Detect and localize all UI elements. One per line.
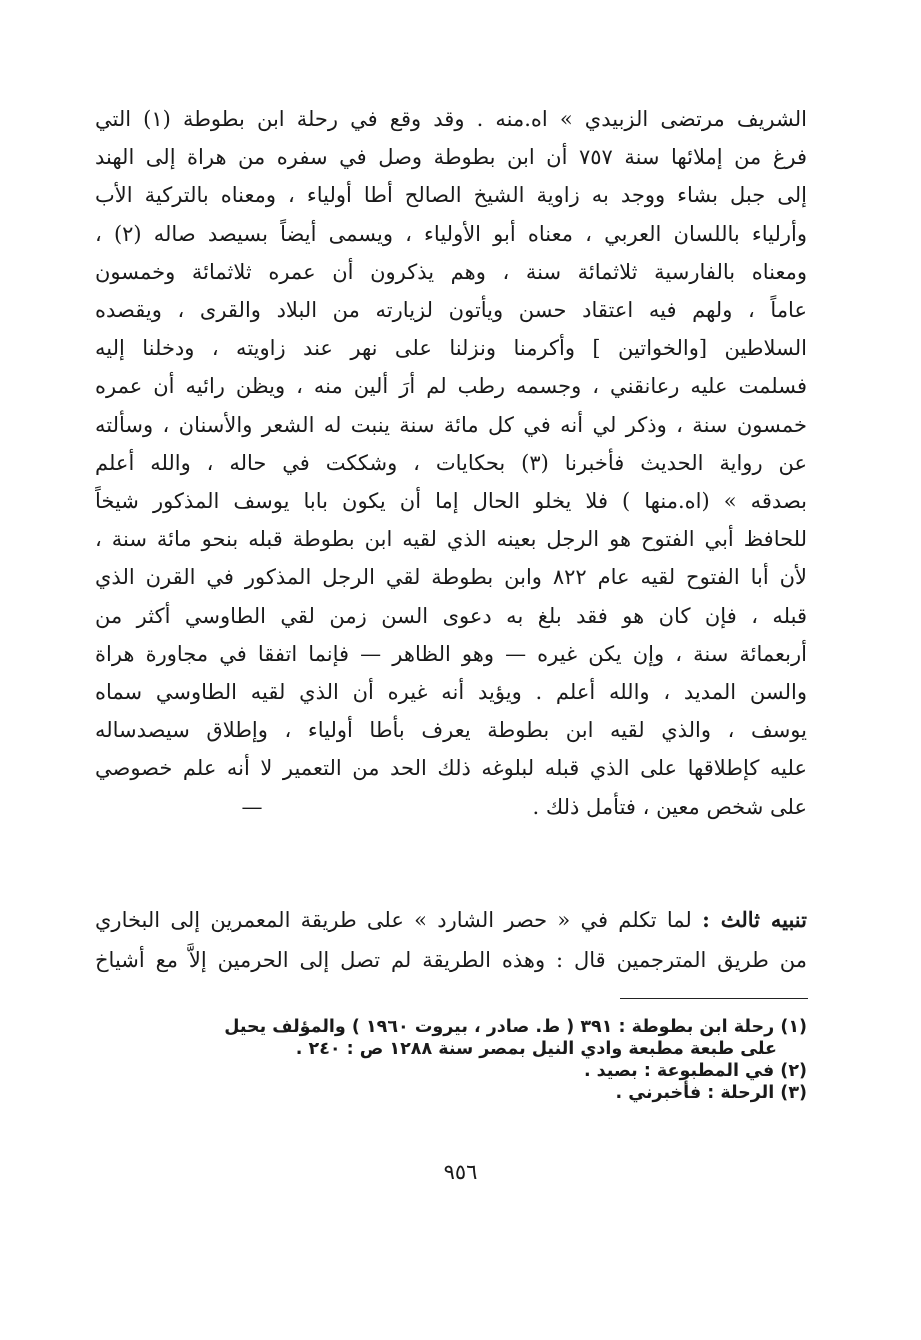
body-line-10: عن رواية الحديث فأخبرنا (٣) بحكايات ، وشككت في حاله ، والله أعلم bbox=[95, 450, 807, 475]
main-paragraph bbox=[95, 100, 807, 826]
body-line-3: إلى جبل بشاء ووجد به زاوية الشيخ الصالح أطا أولياء ، ومعناه بالتركية الأب bbox=[95, 183, 807, 208]
footnote-3: (٣) الرحلة : فأخبرني . bbox=[615, 1083, 807, 1103]
body-line-16: والسن المديد ، والله أعلم . ويؤيد أنه غيره أن الذي لقيه الطاوسي سماه bbox=[95, 680, 807, 705]
note-line-2: من طريق المترجمين قال : وهذه الطريقة لم تصل إلى الحرمين إلاَّ مع أشياخ bbox=[95, 948, 807, 972]
footnote-1-continuation: على طبعة مطبعة وادي النيل بمصر سنة ١٢٨٨ ص : ٢٤٠ . bbox=[295, 1039, 777, 1059]
body-line-5: ومعناه بالفارسية ثلاثمائة سنة ، وهم يذكرون أن عمره ثلاثمائة وخمسون bbox=[95, 259, 807, 284]
body-line-9: خمسون سنة ، وذكر لي أنه في كل مائة سنة ينبت له الشعر والأسنان ، وسألته bbox=[95, 412, 807, 437]
footnote-1: (١) رحلة ابن بطوطة : ٣٩١ ( ط. صادر ، بيروت ١٩٦٠ ) والمؤلف يحيل bbox=[224, 1017, 807, 1037]
body-line-17: يوسف ، والذي لقيه ابن بطوطة يعرف بأطا أولياء ، وإطلاق سيصدساله bbox=[95, 718, 807, 743]
body-line-11: بصدقه » (اه.منها ) فلا يخلو الحال إما أن يكون بابا يوسف المذكور شيخاً bbox=[95, 489, 807, 514]
body-line-1: الشريف مرتضى الزبيدي » اه.منه . وقد وقع في رحلة ابن بطوطة (١) التي bbox=[95, 107, 807, 131]
footnote-2: (٢) في المطبوعة : بصيد . bbox=[583, 1061, 807, 1081]
body-line-7: السلاطين [والخواتين ] وأكرمنا ونزلنا على نهر عند زاويته ، ودخلنا إليه bbox=[95, 336, 807, 361]
body-line-13: لأن أبا الفتوح لقيه عام ٨٢٢ وابن بطوطة لقي الرجل المذكور في القرن الذي bbox=[95, 565, 807, 590]
page-number: ٩٥٦ bbox=[443, 1160, 478, 1184]
note-paragraph bbox=[95, 900, 807, 980]
body-line-15: أربعمائة سنة ، وإن يكن غيره — وهو الظاهر — فإنما اتفقا في مجاورة هراة bbox=[95, 641, 807, 666]
note-title: تنبيه ثالث : bbox=[702, 907, 807, 932]
end-dash: — bbox=[241, 794, 263, 819]
body-line-19-text: على شخص معين ، فتأمل ذلك . bbox=[532, 794, 807, 819]
note-line-1 bbox=[95, 900, 807, 940]
body-line-14: قبله ، فإن كان هو فقد بلغ به دعوى السن زمن لقي الطاوسي أكثر من bbox=[95, 603, 807, 628]
footnote-separator bbox=[620, 998, 808, 999]
body-line-12: للحافظ أبي الفتوح هو الرجل بعينه الذي لقيه ابن بطوطة قبله بنحو مائة سنة ، bbox=[95, 527, 807, 552]
body-line-6: عاماً ، ولهم فيه اعتقاد حسن ويأتون لزيارته من البلاد والقرى ، ويقصده bbox=[95, 298, 807, 323]
body-line-2: فرغ من إملائها سنة ٧٥٧ أن ابن بطوطة وصل في سفره من هراة إلى الهند bbox=[95, 145, 807, 170]
body-line-18: عليه كإطلاقها على الذي قبله لبلوغه ذلك الحد من التعمير لا أنه علم خصوصي bbox=[95, 756, 807, 781]
body-line-4: وأرلياء باللسان العربي ، معناه أبو الأولياء ، ويسمى أيضاً بسيصد صاله (٢) ، bbox=[95, 221, 807, 246]
body-line-8: فسلمت عليه رعانقني ، وجسمه رطب لم أرَ ألين منه ، ويظن رائيه أن عمره bbox=[95, 374, 807, 399]
footnotes bbox=[110, 1016, 807, 1104]
body-line-19 bbox=[95, 788, 807, 826]
note-line-1-text: لما تكلم في « حصر الشارد » على طريقة المعمرين إلى البخاري bbox=[95, 908, 703, 932]
